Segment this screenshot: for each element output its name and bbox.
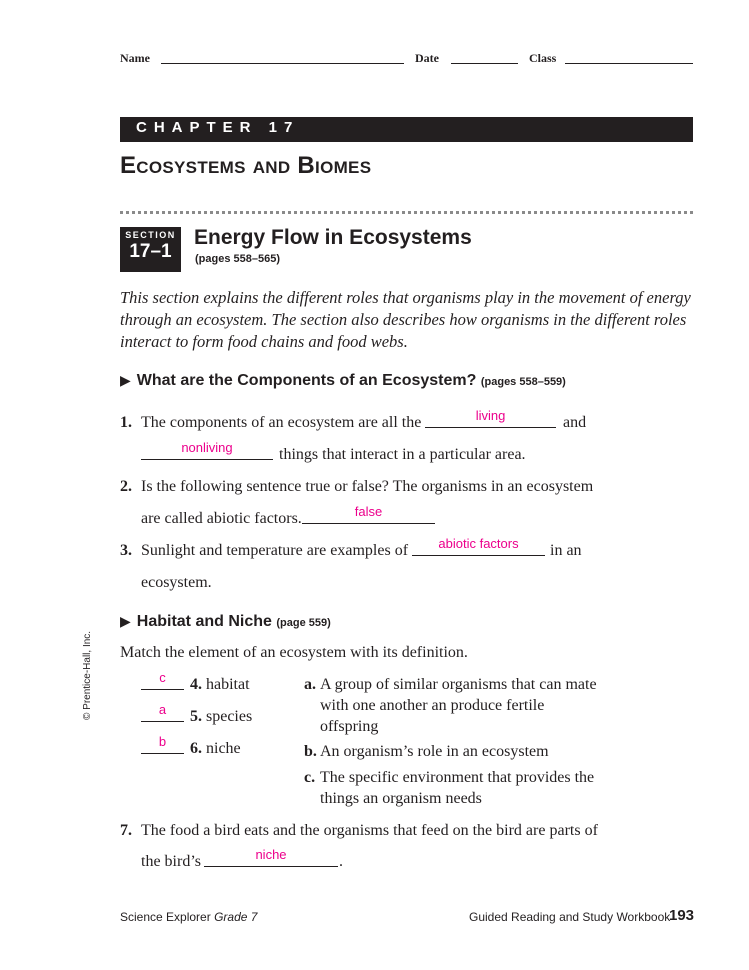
match-blank-habitat[interactable] (141, 689, 184, 690)
q3-text-in-an: in an (550, 542, 582, 559)
definition-a-line3: offspring (320, 718, 379, 735)
class-field[interactable] (565, 63, 693, 64)
footer-left: Science Explorer Grade 7 (120, 910, 258, 924)
chapter-title: Ecosystems and Biomes (120, 152, 372, 179)
q3-text-line2: ecosystem. (141, 574, 212, 591)
triangle-bullet-icon: ▶ (120, 372, 131, 388)
section-intro: This section explains the different roles that organisms play in the movement of energy through an ecosystem. The section also describes how organisms in the different roles interact to form food chains and food webs. (120, 288, 691, 351)
definition-c-letter: c. (304, 769, 316, 786)
q7-text-line2: the bird’s (141, 853, 201, 870)
q1-blank-2[interactable] (141, 459, 273, 460)
q1-blank-1[interactable] (425, 427, 556, 428)
heading-components-text: What are the Components of an Ecosystem? (136, 372, 477, 389)
copyright-notice: © Prentice-Hall, Inc. (82, 630, 93, 720)
match-item-niche: 6. niche (190, 740, 241, 757)
match-answer-species: a (158, 702, 167, 717)
q3-number: 3. (120, 542, 132, 559)
heading-components-pages: (pages 558–559) (480, 376, 566, 388)
dotted-divider (120, 211, 693, 214)
class-label: Class (529, 51, 557, 65)
section-badge-number: 17–1 (129, 241, 172, 262)
match-answer-niche: b (158, 734, 167, 749)
section-badge-label: SECTION (125, 230, 176, 240)
q2-answer: false (354, 504, 383, 519)
q2-blank[interactable] (302, 523, 435, 524)
definition-a-line2: with one another an produce fertile (320, 697, 545, 714)
q1-answer-2: nonliving (181, 440, 233, 455)
q1-text-line2: things that interact in a particular area. (279, 446, 526, 463)
q3-blank[interactable] (412, 555, 545, 556)
q2-text-line1: Is the following sentence true or false? The organisms in an ecosystem (141, 478, 594, 495)
section-badge (120, 227, 181, 272)
definition-c-line1: The specific environment that provides the (320, 769, 595, 786)
definition-a-letter: a. (304, 676, 316, 693)
q7-period: . (339, 853, 343, 870)
q1-answer-1: living (475, 408, 506, 423)
q3-answer: abiotic factors (438, 536, 519, 551)
section-pages: (pages 558–565) (195, 253, 280, 265)
heading-components (120, 372, 566, 390)
q1-number: 1. (120, 414, 132, 431)
heading-habitat-niche-pages: (page 559) (276, 617, 331, 629)
triangle-bullet-icon: ▶ (120, 613, 131, 629)
definition-b-letter: b. (304, 743, 317, 760)
match-instructions: Match the element of an ecosystem with its definition. (120, 644, 468, 661)
q7-blank[interactable] (204, 866, 338, 867)
section-title: Energy Flow in Ecosystems (194, 226, 472, 249)
q2-text-line2: are called abiotic factors. (141, 510, 302, 527)
name-field[interactable] (161, 63, 404, 64)
match-item-species: 5. species (190, 708, 253, 725)
name-label: Name (120, 51, 150, 65)
q2-number: 2. (120, 478, 132, 495)
q7-number: 7. (120, 822, 132, 839)
date-field[interactable] (451, 63, 518, 64)
definition-c-line2: things an organism needs (320, 790, 482, 807)
match-item-habitat: 4. habitat (190, 676, 250, 693)
q3-text-line1: Sunlight and temperature are examples of (141, 542, 409, 559)
heading-habitat-niche-text: Habitat and Niche (136, 613, 272, 630)
match-blank-niche[interactable] (141, 753, 184, 754)
date-label: Date (415, 51, 439, 65)
q1-text-line1: The components of an ecosystem are all the (141, 414, 422, 431)
q7-answer: niche (255, 847, 287, 862)
definition-a-line1: A group of similar organisms that can mate (320, 676, 597, 693)
heading-habitat-niche (120, 613, 331, 631)
q7-text-line1: The food a bird eats and the organisms that feed on the bird are parts of (141, 822, 598, 839)
match-blank-species[interactable] (141, 721, 184, 722)
match-answer-habitat: c (159, 670, 166, 685)
q1-text-and: and (563, 414, 587, 431)
definition-b-line1: An organism’s role in an ecosystem (320, 743, 549, 760)
footer-right: Guided Reading and Study Workbook (469, 910, 671, 924)
chapter-label: CHAPTER 17 (136, 119, 300, 136)
page-number: 193 (669, 907, 695, 924)
